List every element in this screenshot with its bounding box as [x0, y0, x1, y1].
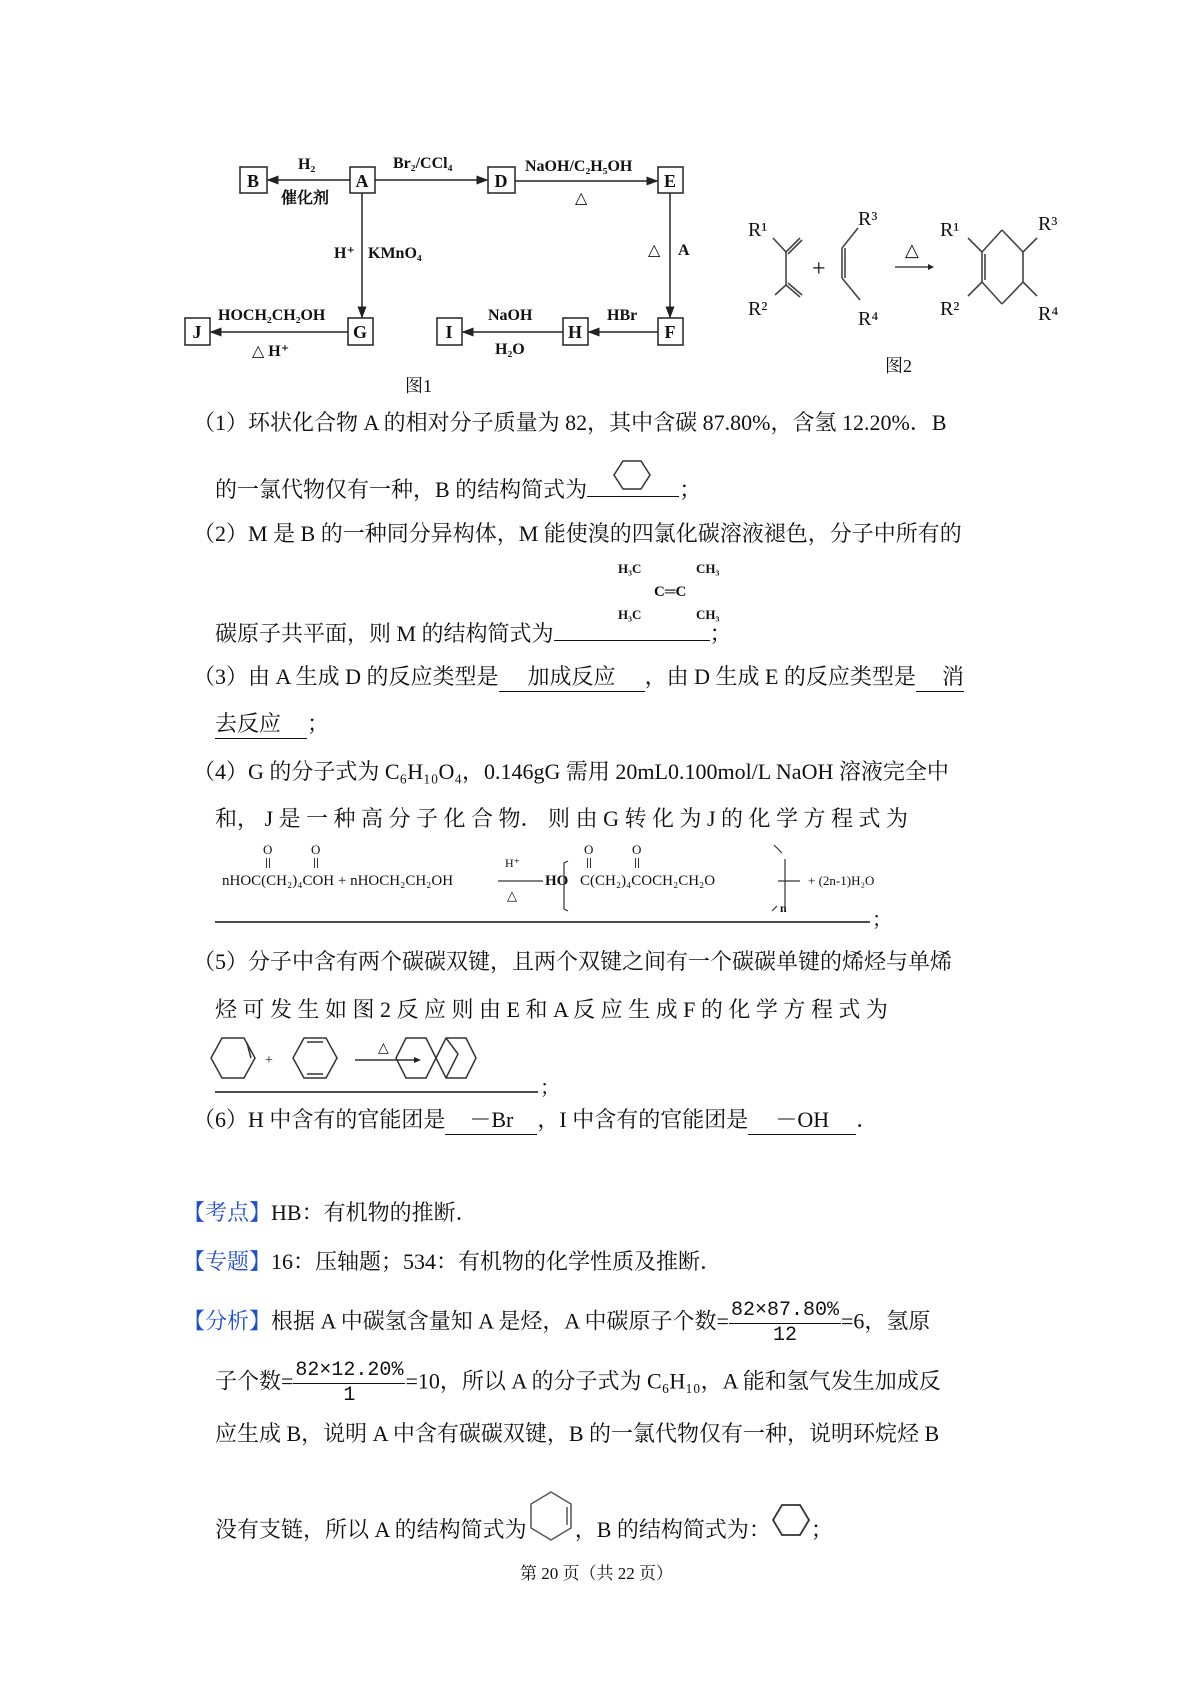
figure-2-diels-alder: [740, 180, 1080, 390]
q6-answer-2: －OH: [748, 1106, 856, 1135]
q5-diels-alder-equation: [210, 1030, 560, 1100]
q2-line1: （2）M 是 B 的一种同分异构体，M 能使溴的四氯化碳溶液褪色，分子中所有的: [193, 521, 962, 546]
fraction-hydrogen: [293, 1359, 405, 1408]
fraction-numerator: 82×87.80%: [730, 1299, 839, 1322]
node-d: D: [494, 171, 508, 191]
label-heat: △: [575, 190, 588, 207]
fenxi-line4: 没有支链，所以 A 的结构简式为 ，B 的结构简式为： ；: [215, 1489, 833, 1545]
page-footer: 第 20 页（共 22 页）: [520, 1564, 673, 1583]
node-h: H: [567, 322, 583, 342]
r4-label: R⁴: [858, 308, 879, 330]
label-kmno4: KMnO₄: [368, 245, 422, 262]
label-ethylene-glycol: HOCH₂CH₂OH: [218, 307, 326, 324]
q6-line: （6）H 中含有的官能团是 －Br ，I 中含有的官能团是 －OH ．: [193, 1106, 878, 1135]
r4-label: R⁴: [1038, 303, 1059, 325]
r3-label: R³: [858, 208, 878, 230]
heat-symbol: △: [905, 240, 919, 260]
q2-line2: 碳原子共平面，则 M 的结构简式为 ；: [215, 614, 732, 648]
svg-text:；: ；: [540, 1077, 560, 1099]
kaodian-line: 【考点】HB：有机物的推断．: [183, 1200, 478, 1225]
fenxi-line1: 【分析】根据 A 中碳氢含量知 A 是烃，A 中碳原子个数= $\frac{82\times 87.80\%}{12}$ =6，氢原: [183, 1299, 931, 1347]
heat-symbol: △: [378, 1041, 389, 1056]
fenxi-line2: 子个数= $\frac{82\times 12.20\%}{1}$ =10，所以 A 的分子式为 C₆H₁₀，A 能和氢气发生加成反: [215, 1359, 941, 1407]
label-naoh: NaOH: [488, 307, 533, 324]
kaodian-tag: 【考点】: [183, 1200, 272, 1225]
carbonyl-oxygen: O: [263, 842, 273, 857]
equation-byproduct: + (2n-1)H₂O: [808, 873, 875, 888]
plus-sign: +: [265, 1053, 273, 1068]
svg-text:；: ；: [872, 909, 892, 931]
figure-1-caption: 图1: [405, 376, 432, 396]
node-g: G: [352, 322, 368, 342]
r2-label: R²: [748, 298, 768, 320]
zhuanti-line: 【专题】16：压轴题；534：有机物的化学性质及推断．: [183, 1249, 723, 1274]
label-catalyst: 催化剂: [281, 190, 330, 207]
q1-answer-blank: [587, 470, 679, 497]
label-h2o: H₂O: [495, 341, 525, 358]
node-f: F: [664, 322, 676, 342]
degree-of-polymerization: n: [780, 901, 787, 915]
label-hbr: HBr: [607, 307, 638, 324]
label-reagent-a: A: [678, 242, 690, 259]
cyclohexane-structure: [612, 458, 652, 492]
fenxi-line3: 应生成 B，说明 A 中含有碳碳双键，B 的一氯代物仅有一种，说明环烷烃 B: [215, 1421, 940, 1446]
carbonyl-oxygen: O: [632, 842, 642, 857]
q5-line1: （5）分子中含有两个碳碳双键，且两个双键之间有一个碳碳单键的烯烃与单烯: [193, 949, 953, 974]
cyclohexene-structure: [527, 1489, 575, 1545]
zhuanti-tag: 【专题】: [183, 1249, 272, 1274]
q5-line2: 烃 可 发 生 如 图 2 反 应 则 由 E 和 A 反 应 生 成 F 的 化 学 方 程 式 为: [215, 997, 888, 1022]
label-h2: H₂: [298, 156, 316, 173]
carbonyl-double-bonds: [267, 858, 639, 868]
q3-line1: （3）由 A 生成 D 的反应类型是 加成反应 ，由 D 生成 E 的反应类型是 消: [193, 663, 964, 692]
label-br2-ccl4: Br₂/CCl₄: [393, 155, 453, 172]
cyclohexane-structure: [771, 1501, 811, 1541]
fraction-denominator: 12: [772, 1324, 797, 1347]
node-j: J: [192, 322, 202, 342]
equation-reactants: nHOC(CH₂)₄COH + nHOCH₂CH₂OH: [222, 873, 454, 889]
condition-h-plus: H⁺: [505, 856, 520, 870]
q4-line2: 和， J 是 一 种 高 分 子 化 合 物． 则 由 G 转 化 为 J 的 化 学 方 程 式 为: [215, 806, 909, 831]
label-h-plus: H⁺: [334, 245, 355, 262]
figure-1-reaction-scheme: [0, 0, 720, 410]
carbonyl-oxygen: O: [311, 842, 321, 857]
label-heat-h-plus: △ H⁺: [252, 343, 290, 360]
q3-answer-2-cont: 去反应: [215, 710, 307, 739]
q1-text: 的一氯代物仅有一种，B 的结构简式为: [215, 477, 588, 502]
fenxi-tag: 【分析】: [183, 1308, 272, 1334]
label-heat: △: [648, 242, 661, 259]
carbonyl-oxygen: O: [584, 842, 594, 857]
q3-line2: 去反应 ；: [215, 710, 329, 739]
node-b: B: [246, 171, 260, 191]
m-structure-tetramethylethylene: H₃C CH₃ C═C H₃C CH₃: [618, 561, 720, 622]
fraction-numerator: 82×12.20%: [295, 1359, 404, 1382]
q1-line2: 的一氯代物仅有一种，B 的结构简式为 ；: [215, 470, 701, 504]
fraction-carbon: [729, 1299, 841, 1348]
cyclohexene-ring: [211, 1038, 255, 1078]
condition-heat: △: [507, 888, 517, 903]
q3-answer-1: 加成反应: [499, 663, 645, 692]
r2-label: R²: [940, 298, 960, 320]
repeat-unit: C(CH₂)₄COCH₂CH₂O: [580, 873, 716, 889]
label-naoh-ethanol: NaOH/C₂H₅OH: [525, 158, 633, 175]
node-a: A: [355, 171, 369, 191]
node-e: E: [663, 171, 677, 191]
plus-sign: +: [812, 256, 826, 282]
node-i: I: [445, 322, 453, 342]
r1-label: R¹: [940, 219, 960, 241]
figure-2-caption: 图2: [885, 356, 912, 376]
q2-answer-blank: [554, 614, 710, 641]
r1-label: R¹: [748, 219, 768, 241]
fraction-denominator: 1: [343, 1384, 356, 1407]
r3-label: R³: [1038, 213, 1058, 235]
q6-answer-1: －Br: [445, 1106, 537, 1135]
end-group-ho: HO: [545, 873, 569, 889]
q3-answer-2: 消: [916, 663, 964, 692]
q4-polymerization-equation: [200, 842, 892, 931]
q4-line1: （4）G 的分子式为 C₆H₁₀O₄，0.146gG 需用 20mL0.100mol/L NaOH 溶液完全中: [193, 759, 949, 784]
q1-line1: （1）环状化合物 A 的相对分子质量为 82，其中含碳 87.80%，含氢 12.20%．B: [193, 410, 947, 435]
cyclohexadiene-ring: [293, 1038, 337, 1078]
